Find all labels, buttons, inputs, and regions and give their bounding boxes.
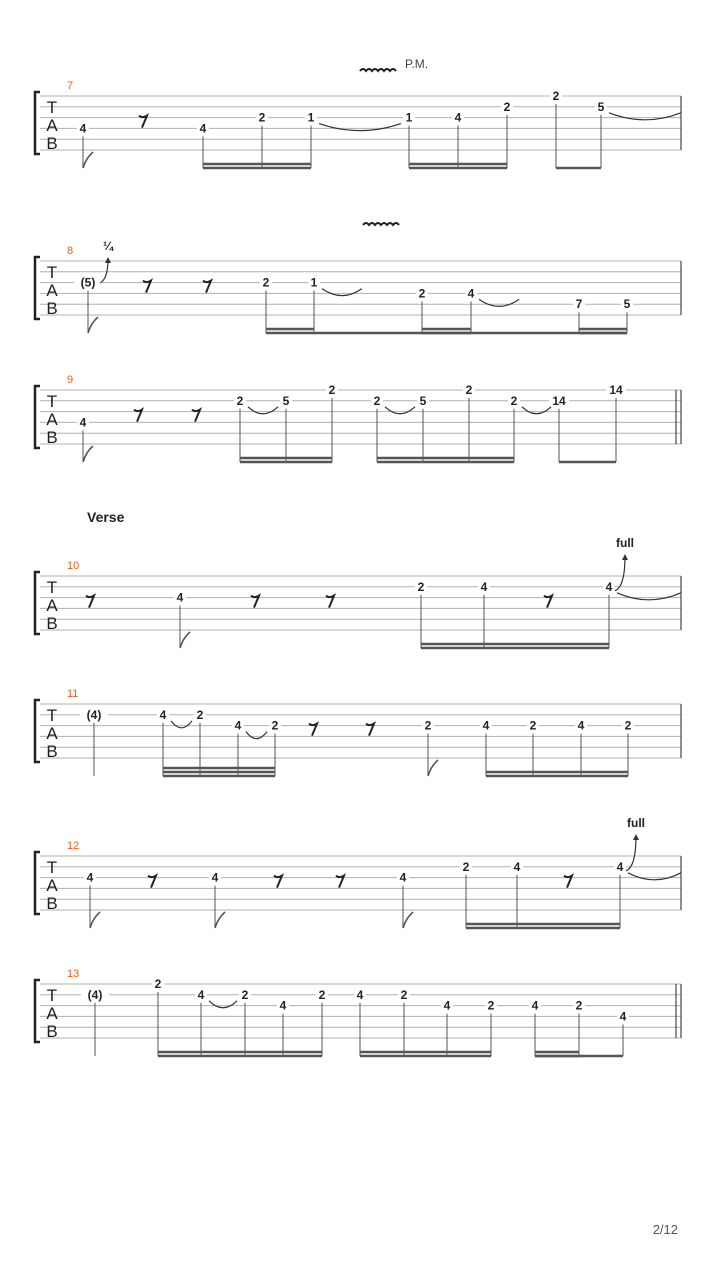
fret-number: 4 [197, 987, 205, 1002]
tie-arc [319, 124, 401, 131]
tab-letter: A [46, 1004, 58, 1023]
fret-number: 2 [529, 718, 537, 733]
staff-bracket [35, 92, 40, 154]
tab-letter: B [46, 614, 58, 633]
staff-bracket [35, 257, 40, 319]
staff-bracket [35, 572, 40, 634]
rest-symbol [192, 410, 200, 422]
note-flag [88, 317, 98, 333]
bend-arrowhead [622, 554, 628, 560]
fret-number: 4 [86, 870, 94, 885]
bend-label: full [627, 816, 645, 830]
vibrato-mark [360, 69, 396, 71]
note-flag [215, 912, 225, 928]
tab-letter: T [46, 986, 58, 1005]
fret-number: 2 [154, 977, 162, 991]
fret-number: 2 [241, 987, 249, 1002]
rest-symbol [86, 596, 94, 608]
measure-number: 13 [67, 968, 80, 980]
tab-letter: T [46, 263, 58, 282]
fret-number: 5 [623, 297, 631, 312]
fret-number: 4 [356, 987, 364, 1002]
section-label: Verse [87, 509, 125, 525]
rest-symbol [143, 281, 151, 293]
tab-letter: A [46, 596, 58, 615]
tie-arc [171, 721, 192, 728]
fret-number: 4 [199, 121, 207, 136]
tie-arc [209, 1001, 237, 1008]
fret-number: 4 [619, 1009, 627, 1024]
tab-letter: B [46, 299, 58, 318]
tab-letter: A [46, 724, 58, 743]
tab-letter: A [46, 876, 58, 895]
bend-label: full [616, 536, 634, 550]
fret-number: 4 [605, 579, 613, 594]
rest-symbol [336, 876, 344, 888]
staff-9 [35, 374, 681, 462]
fret-number: 4 [480, 579, 488, 594]
fret-number: 2 [318, 987, 326, 1002]
staff-bracket [35, 700, 40, 762]
fret-number: (5) [80, 275, 96, 290]
tab-letter: T [46, 578, 58, 597]
measure-number: 11 [67, 688, 79, 700]
fret-number: 2 [487, 998, 495, 1013]
fret-number: 4 [616, 859, 624, 874]
fret-number: 2 [417, 579, 425, 594]
tie-arc [617, 593, 681, 600]
measure-number: 12 [67, 840, 80, 852]
fret-number: 2 [624, 718, 632, 733]
tab-letter: T [46, 858, 58, 877]
staff-8 [35, 223, 681, 333]
fret-number: 4 [454, 110, 462, 125]
fret-number: 2 [462, 859, 470, 874]
fret-number: 4 [399, 870, 407, 885]
fret-number: 4 [482, 718, 490, 733]
tab-letter: B [46, 894, 58, 913]
rest-symbol [309, 724, 317, 736]
tab-letter: B [46, 428, 58, 447]
vibrato-mark [363, 223, 399, 225]
note-flag [428, 760, 438, 776]
measure-number: 10 [67, 560, 80, 572]
fret-number: 1 [310, 275, 318, 290]
fret-number: 2 [258, 110, 266, 125]
fret-number: 4 [79, 415, 87, 430]
tab-letter: T [46, 392, 58, 411]
tie-arc [609, 113, 681, 120]
bend-arrowhead [633, 834, 639, 840]
fret-number: 2 [271, 718, 279, 733]
fret-number: 4 [513, 859, 521, 874]
fret-number: 7 [575, 297, 583, 312]
fret-number: 4 [279, 998, 287, 1013]
rest-symbol [251, 596, 259, 608]
fret-number: 2 [552, 89, 560, 103]
rest-symbol [134, 410, 142, 422]
staff-13 [35, 968, 681, 1056]
tab-letter: A [46, 281, 58, 300]
measure-number: 8 [67, 245, 74, 257]
fret-number: 4 [176, 590, 184, 605]
fret-number: 14 [552, 393, 566, 408]
tie-arc [522, 407, 551, 414]
tie-arc [479, 299, 519, 306]
measure-number: 9 [67, 374, 74, 386]
fret-number: 2 [236, 393, 244, 408]
tab-letter: B [46, 1022, 58, 1041]
staff-12 [35, 816, 681, 928]
tab-letter: B [46, 134, 58, 153]
staff-11 [35, 688, 681, 776]
staff-7 [35, 57, 681, 168]
note-flag [180, 632, 190, 648]
fret-number: 2 [373, 393, 381, 408]
tab-letter: A [46, 116, 58, 135]
fret-number: 2 [503, 99, 511, 114]
fret-number: 5 [282, 393, 290, 408]
fret-number: 2 [510, 393, 518, 408]
fret-number: 2 [400, 987, 408, 1002]
tie-arc [248, 407, 278, 414]
rest-symbol [544, 596, 552, 608]
fret-number: 2 [424, 718, 432, 733]
bend-label: ¼ [102, 239, 114, 253]
fret-number: 2 [262, 275, 270, 290]
fret-number: 2 [196, 707, 204, 722]
fret-number: 4 [234, 718, 242, 733]
rest-symbol [203, 281, 211, 293]
fret-number: 5 [597, 99, 605, 114]
fret-number: 1 [405, 110, 413, 125]
fret-number: 2 [575, 998, 583, 1013]
fret-number: 4 [159, 707, 167, 722]
fret-number: (4) [86, 707, 102, 722]
rest-symbol [274, 876, 282, 888]
fret-number: (4) [87, 987, 103, 1002]
bend-arrow [626, 836, 636, 871]
fret-number: 4 [467, 286, 475, 301]
fret-number: 4 [211, 870, 219, 885]
fret-number: 4 [531, 998, 539, 1013]
fret-number: 2 [465, 383, 473, 397]
note-flag [83, 446, 93, 462]
tab-letter: T [46, 706, 58, 725]
note-flag [90, 912, 100, 928]
tie-arc [385, 407, 415, 414]
fret-number: 4 [79, 121, 87, 136]
rest-symbol [139, 116, 147, 128]
tie-arc [246, 732, 267, 739]
fret-number: 5 [419, 393, 427, 408]
note-flag [83, 152, 93, 168]
rest-symbol [326, 596, 334, 608]
bend-arrow [615, 556, 625, 591]
staff-bracket [35, 980, 40, 1042]
fret-number: 2 [418, 286, 426, 301]
fret-number: 4 [443, 998, 451, 1013]
tab-letter: A [46, 410, 58, 429]
staff-10 [35, 509, 681, 648]
fret-number: 2 [328, 383, 336, 397]
tie-arc [628, 873, 681, 880]
fret-number: 1 [307, 110, 315, 125]
palm-mute-label: P.M. [405, 57, 429, 71]
fret-number: 14 [609, 383, 623, 397]
rest-symbol [564, 876, 572, 888]
rest-symbol [366, 724, 374, 736]
rest-symbol [148, 876, 156, 888]
tie-arc [322, 289, 362, 296]
bend-arrowhead [105, 257, 111, 263]
page-number: 2/12 [652, 1222, 678, 1237]
staff-bracket [35, 852, 40, 914]
note-flag [403, 912, 413, 928]
fret-number: 4 [577, 718, 585, 733]
measure-number: 7 [67, 80, 74, 92]
tab-letter: T [46, 98, 58, 117]
tab-letter: B [46, 742, 58, 761]
staff-bracket [35, 386, 40, 448]
